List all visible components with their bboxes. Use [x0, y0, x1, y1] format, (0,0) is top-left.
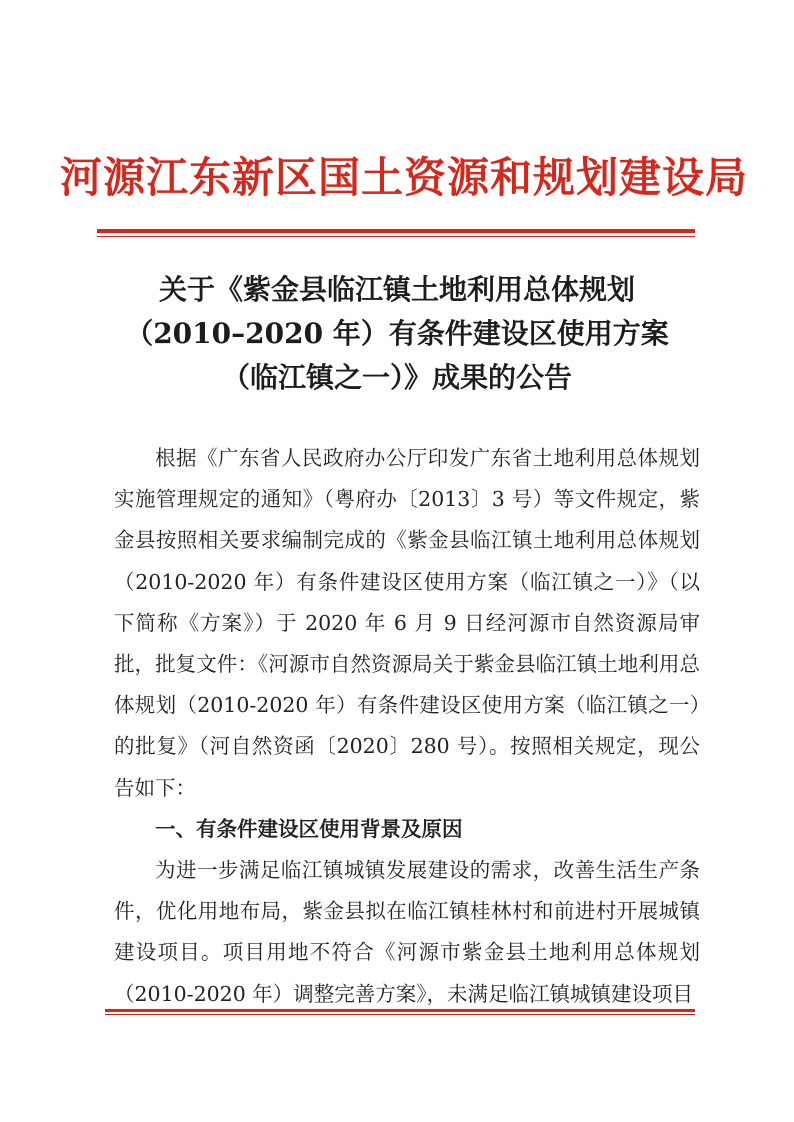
- notice-title-line-1: 关于《紫金县临江镇土地利用总体规划: [158, 273, 635, 306]
- masthead-red-rule-thin: [97, 236, 695, 237]
- masthead-red-rule: [97, 229, 695, 233]
- section-heading-background: 一、有条件建设区使用背景及原因: [155, 816, 463, 841]
- footer-red-rule-thin: [105, 1014, 695, 1015]
- notice-body: [114, 438, 700, 1015]
- notice-title: [90, 268, 704, 400]
- body-paragraph-basis: 根据《广东省人民政府办公厅印发广东省土地利用总体规划实施管理规定的通知》（粤府办〔2013〕3 号）等文件规定，紫金县按照相关要求编制完成的《紫金县临江镇土地利用总体规划（2010-2020 年）有条件建设区使用方案（临江镇之一）》（以下简称《方案》）于 2020 年 6 月 9 日经河源市自然资源局审批，批复文件：《河源市自然资源局关于紫金县临江镇土地利用总体规划（2010-2020 年）有条件建设区使用方案（临江镇之一）的批复》（河自然资函〔2020〕280 号）。按照相关规定，现公告如下：: [114, 446, 700, 800]
- footer-red-rule: [105, 1009, 695, 1012]
- notice-title-line-2: （2010–2020 年）有条件建设区使用方案: [125, 317, 669, 350]
- body-paragraph-background: 为进一步满足临江镇城镇发展建设的需求，改善生活生产条件，优化用地布局，紫金县拟在临江镇桂林村和前进村开展城镇建设项目。项目用地不符合《河源市紫金县土地利用总体规划（2010-2020 年）调整完善方案》，未满足临江镇城镇建设项目: [114, 858, 700, 1006]
- issuing-authority-masthead: 河源江东新区国土资源和规划建设局: [60, 153, 749, 202]
- notice-title-line-3: （临江镇之一）》成果的公告: [221, 361, 572, 394]
